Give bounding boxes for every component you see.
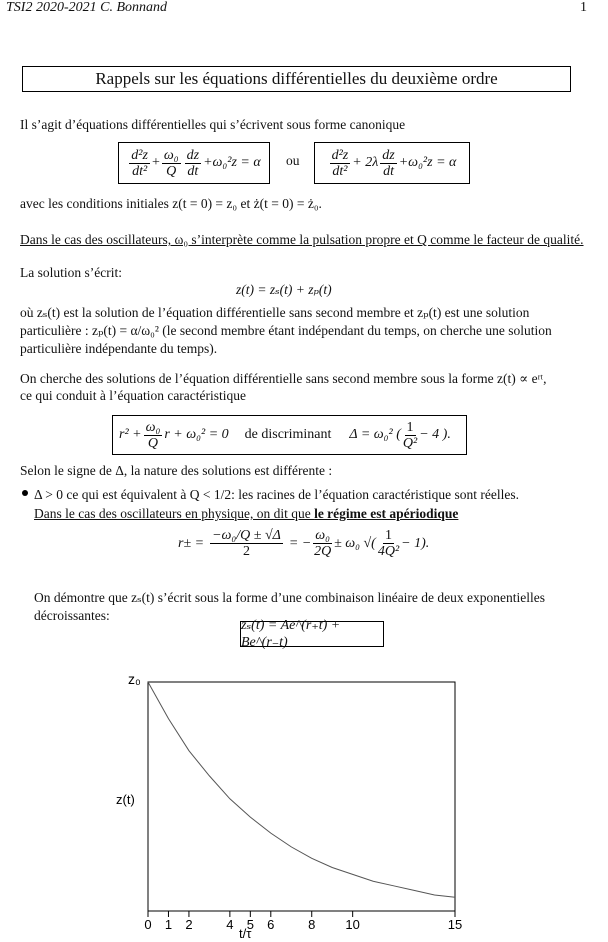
chart-frame	[148, 682, 455, 911]
roots-formula: r± = $\frac{\text{−ω₀/Q ± √Δ}}{2}$ = − $\frac{\text{ω₀}}{2Q}$ ± ω₀ √( $\frac{1}{\text{4Q²}}$ − 1).	[178, 528, 430, 559]
eq-ou-text: ou	[286, 153, 300, 168]
decay-chart	[0, 660, 608, 942]
decay-curve	[148, 682, 455, 897]
solution-equation: z(t) = zₛ(t) + zₚ(t)	[236, 282, 332, 297]
x-tick-label: 10	[345, 917, 360, 932]
x-tick-label: 6	[267, 917, 275, 932]
search-line-1: On cherche des solutions de l’équation différentielle sans second membre sous la forme z(t) ∝ eʳᵗ,	[20, 371, 547, 386]
x-tick-label: 2	[185, 917, 193, 932]
x-tick-label: 0	[144, 917, 152, 932]
intro-text: Il s’agit d’équations différentielles qui s’écrivent sous forme canonique	[20, 117, 406, 132]
x-tick-label: 15	[447, 917, 463, 932]
characteristic-eq: r² + $\frac{\text{ω₀}}{Q}$ r + ω₀² = 0 de discriminant Δ = ω₀² ( $\frac{1}{\text{Q²}}$ − 4 ).	[112, 415, 467, 455]
demo-line-1: On démontre que zₛ(t) s’écrit sous la forme d’une combinaison linéaire de deux exponentielles	[34, 590, 546, 605]
oscillator-note: Dans le cas des oscillateurs, ω₀ s’interprète comme la pulsation propre et Q comme le facteur de qualité.	[20, 232, 584, 247]
demo-line-2: décroissantes:	[34, 608, 110, 623]
sign-line: Selon le signe de Δ, la nature des solutions est différente :	[20, 463, 333, 478]
x-tick-label: 5	[246, 917, 254, 932]
bullet1-line2: Dans le cas des oscillateurs en physique, on dit que le régime est apériodique	[34, 506, 459, 521]
canonical-eq-2: $\frac{\text{d²z}}{\text{dt²}}$ + 2λ $\frac{dz}{dt}$ +ω₀²z = α	[314, 142, 470, 184]
zs-equation: zₛ(t) = Ae^(r₊t) + Be^(r₋t)	[240, 621, 384, 647]
solution-description: où zₛ(t) est la solution de l’équation différentielle sans second membre et zₚ(t) est une solution particulière : zₚ(t) = α/ω₀² (le second membre étant indépendant du temps, on cherche une solution particulière indépendante du temps).	[20, 305, 552, 356]
x-tick-label: 1	[164, 917, 173, 932]
header-left: TSI2 2020-2021 C. Bonnand	[6, 0, 167, 15]
initial-conditions: avec les conditions initiales z(t = 0) = z₀ et ż(t = 0) = ż₀.	[20, 196, 322, 211]
y-label-zt: z(t)	[116, 792, 135, 807]
x-tick-label: 8	[308, 917, 316, 932]
y-label-z0: z₀	[128, 671, 141, 687]
bullet1-line1: Δ > 0 ce qui est équivalent à Q < 1/2: les racines de l’équation caractéristique sont réelles.	[34, 487, 519, 502]
search-line-2: ce qui conduit à l’équation caractéristique	[20, 388, 247, 403]
canonical-eq-1: $\frac{\text{d²z}}{\text{dt²}}$ + $\frac{\text{ω₀}}{Q}$ $\frac{dz}{dt}$ +ω₀²z = α	[118, 142, 270, 184]
x-tick-label: 4	[226, 917, 234, 932]
discriminant-label: de discriminant	[244, 427, 332, 442]
solution-intro: La solution s’écrit:	[20, 265, 122, 280]
bullet-dot	[22, 490, 28, 496]
page-number: 1	[580, 0, 587, 15]
x-axis-label: t/τ	[239, 926, 252, 941]
section-title: Rappels sur les équations différentielles du deuxième ordre	[22, 66, 571, 92]
